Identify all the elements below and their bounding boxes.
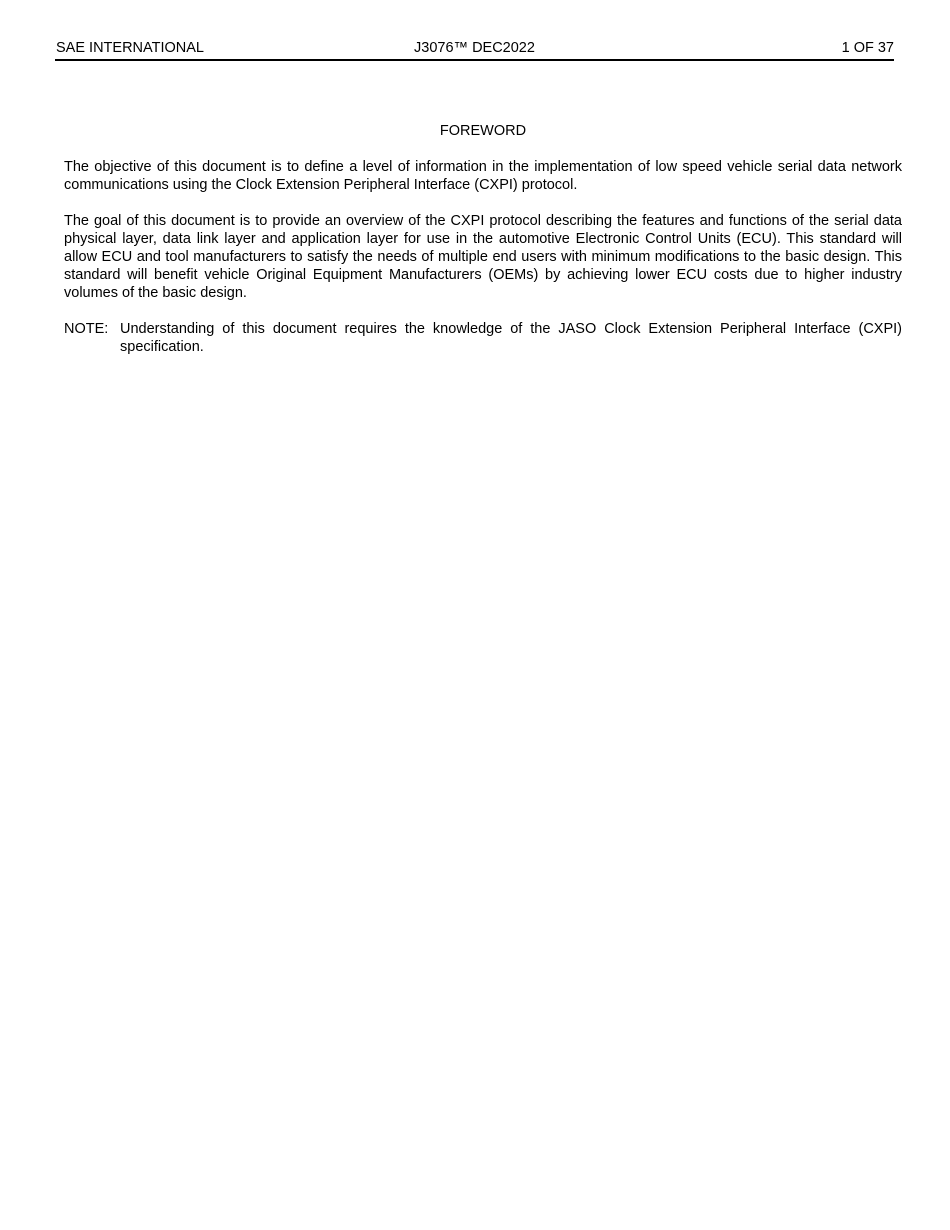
- header-document-id: J3076™ DEC2022: [414, 40, 535, 56]
- goal-paragraph: The goal of this document is to provide an overview of the CXPI protocol describing the features and functions of the serial data physical layer, data link layer and application layer for use in the automotive Electronic Control Units (ECU). This standard will allow ECU and tool manufacturers to satisfy the needs of multiple end users with minimum modifications to the basic design. This standard will benefit vehicle Original Equipment Manufacturers (OEMs) by achieving lower ECU costs due to higher industry volumes of the basic design.: [64, 213, 902, 301]
- section-title: FOREWORD: [439, 123, 527, 139]
- note: [64, 320, 902, 356]
- objective-paragraph: The objective of this document is to define a level of information in the implementation of low speed vehicle serial data network communications using the Clock Extension Peripheral Interface (CXPI) protocol.: [64, 159, 902, 193]
- note-text: Understanding of this document requires the knowledge of the JASO Clock Extension Peripheral Interface (CXPI) specification.: [120, 321, 902, 355]
- header-page-number: 1 OF 37: [841, 40, 894, 56]
- header-organization: SAE INTERNATIONAL: [56, 40, 204, 56]
- note-label: NOTE:: [64, 321, 109, 337]
- document-body: [64, 122, 902, 356]
- page-header: [55, 37, 894, 61]
